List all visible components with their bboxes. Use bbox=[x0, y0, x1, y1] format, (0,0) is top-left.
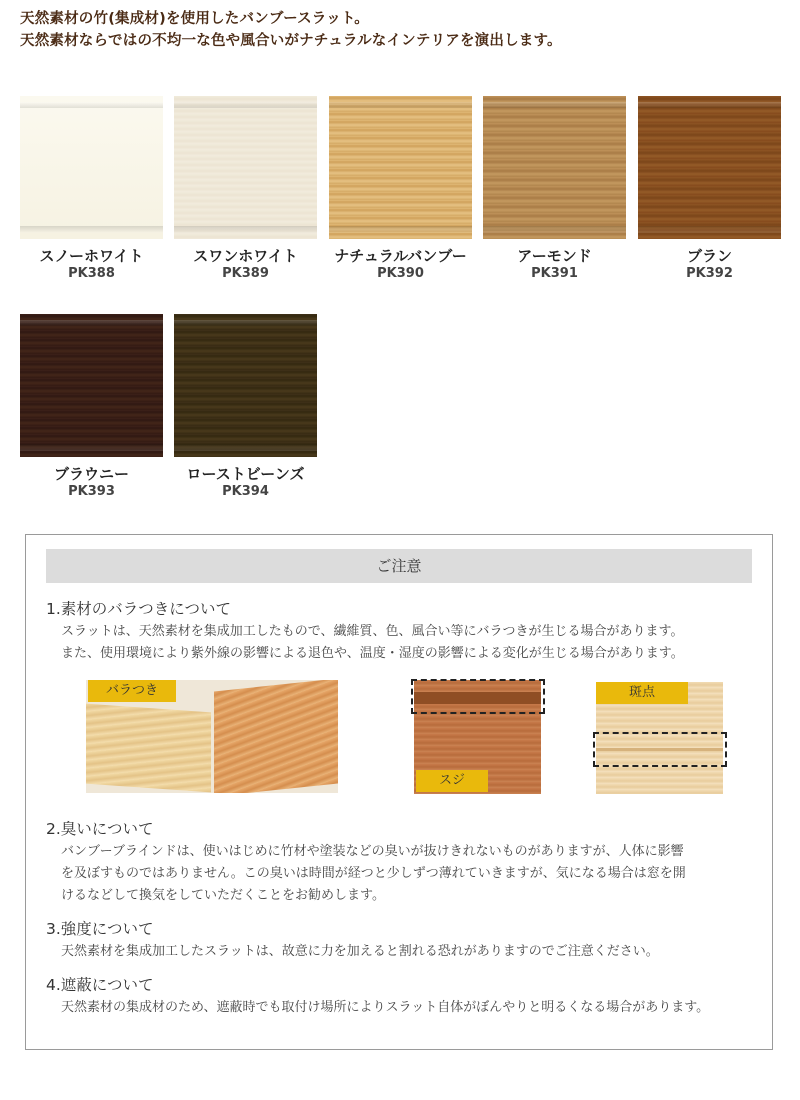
section-2-line: けるなどして換気をしていただくことをお勧めします。 bbox=[61, 888, 385, 903]
swatch-pk389[interactable] bbox=[174, 96, 317, 282]
caution-box bbox=[25, 534, 773, 1050]
section-1-title: 1.素材のバラつきについて bbox=[46, 600, 231, 618]
swatch-pk390[interactable] bbox=[329, 96, 472, 282]
spot-highlight bbox=[593, 732, 727, 767]
section-2-title: 2.臭いについて bbox=[46, 820, 154, 838]
variation-tag: バラつき bbox=[88, 680, 176, 702]
swatch-name: ナチュラルバンブー bbox=[334, 247, 467, 265]
swatch-name: スワンホワイト bbox=[193, 247, 298, 265]
swatch-code: PK390 bbox=[377, 266, 424, 281]
section-2-line: を及ぼすものではありません。この臭いは時間が経つと少しずつ薄れていきますが、気になる場合は窓を開 bbox=[61, 866, 686, 881]
swatch-name: ブラン bbox=[686, 247, 732, 265]
swatch-code: PK394 bbox=[222, 484, 269, 499]
swatch-image bbox=[174, 96, 317, 239]
section-1-body bbox=[61, 621, 684, 665]
dark-slats bbox=[214, 680, 338, 793]
light-slats bbox=[86, 704, 211, 793]
intro-line-1: 天然素材の竹(集成材)を使用したバンブースラット。 bbox=[20, 11, 369, 27]
section-4-line: 天然素材の集成材のため、遮蔽時でも取付け場所によりスラット自体がぼんやりと明るくなる場合があります。 bbox=[61, 1000, 710, 1015]
swatch-pk392[interactable] bbox=[638, 96, 781, 282]
swatch-image bbox=[20, 96, 163, 239]
swatch-image bbox=[174, 314, 317, 457]
swatch-name: ブラウニー bbox=[53, 465, 129, 483]
section-3-line: 天然素材を集成加工したスラットは、故意に力を加えると割れる恐れがありますのでご注意ください。 bbox=[61, 944, 659, 959]
section-1-line: スラットは、天然素材を集成加工したもので、繊維質、色、風合い等にバラつきが生じる場合があります。 bbox=[61, 624, 684, 639]
swatch-image bbox=[638, 96, 781, 239]
swatch-pk394[interactable] bbox=[174, 314, 317, 500]
section-2-line: バンブーブラインドは、使いはじめに竹材や塗装などの臭いが抜けきれないものがありますが、人体に影響 bbox=[61, 844, 684, 859]
swatch-code: PK391 bbox=[531, 266, 578, 281]
swatch-pk391[interactable] bbox=[483, 96, 626, 282]
swatch-image bbox=[20, 314, 163, 457]
swatch-code: PK388 bbox=[68, 266, 115, 281]
swatch-code: PK392 bbox=[686, 266, 733, 281]
streak-tag: スジ bbox=[416, 770, 488, 792]
section-4-title: 4.遮蔽について bbox=[46, 976, 154, 994]
swatch-pk393[interactable] bbox=[20, 314, 163, 500]
variation-photo bbox=[86, 680, 338, 793]
intro-text bbox=[20, 8, 562, 52]
swatch-code: PK393 bbox=[68, 484, 115, 499]
swatch-image bbox=[329, 96, 472, 239]
caution-header: ご注意 bbox=[46, 549, 752, 583]
spot-tag: 斑点 bbox=[596, 682, 688, 704]
swatch-image bbox=[483, 96, 626, 239]
section-2-body bbox=[61, 841, 686, 907]
section-4-body bbox=[61, 997, 709, 1019]
swatch-code: PK389 bbox=[222, 266, 269, 281]
swatch-name: アーモンド bbox=[517, 247, 592, 265]
section-3-body bbox=[61, 941, 659, 963]
section-3-title: 3.強度について bbox=[46, 920, 154, 938]
section-1-line: また、使用環境により紫外線の影響による退色や、温度・湿度の影響による変化が生じる場合があります。 bbox=[61, 646, 684, 661]
swatch-name: スノーホワイト bbox=[39, 247, 144, 265]
swatch-pk388[interactable] bbox=[20, 96, 163, 282]
swatch-name: ローストビーンズ bbox=[186, 465, 305, 483]
streak-highlight bbox=[411, 679, 545, 714]
intro-line-2: 天然素材ならではの不均一な色や風合いがナチュラルなインテリアを演出します。 bbox=[20, 33, 562, 49]
